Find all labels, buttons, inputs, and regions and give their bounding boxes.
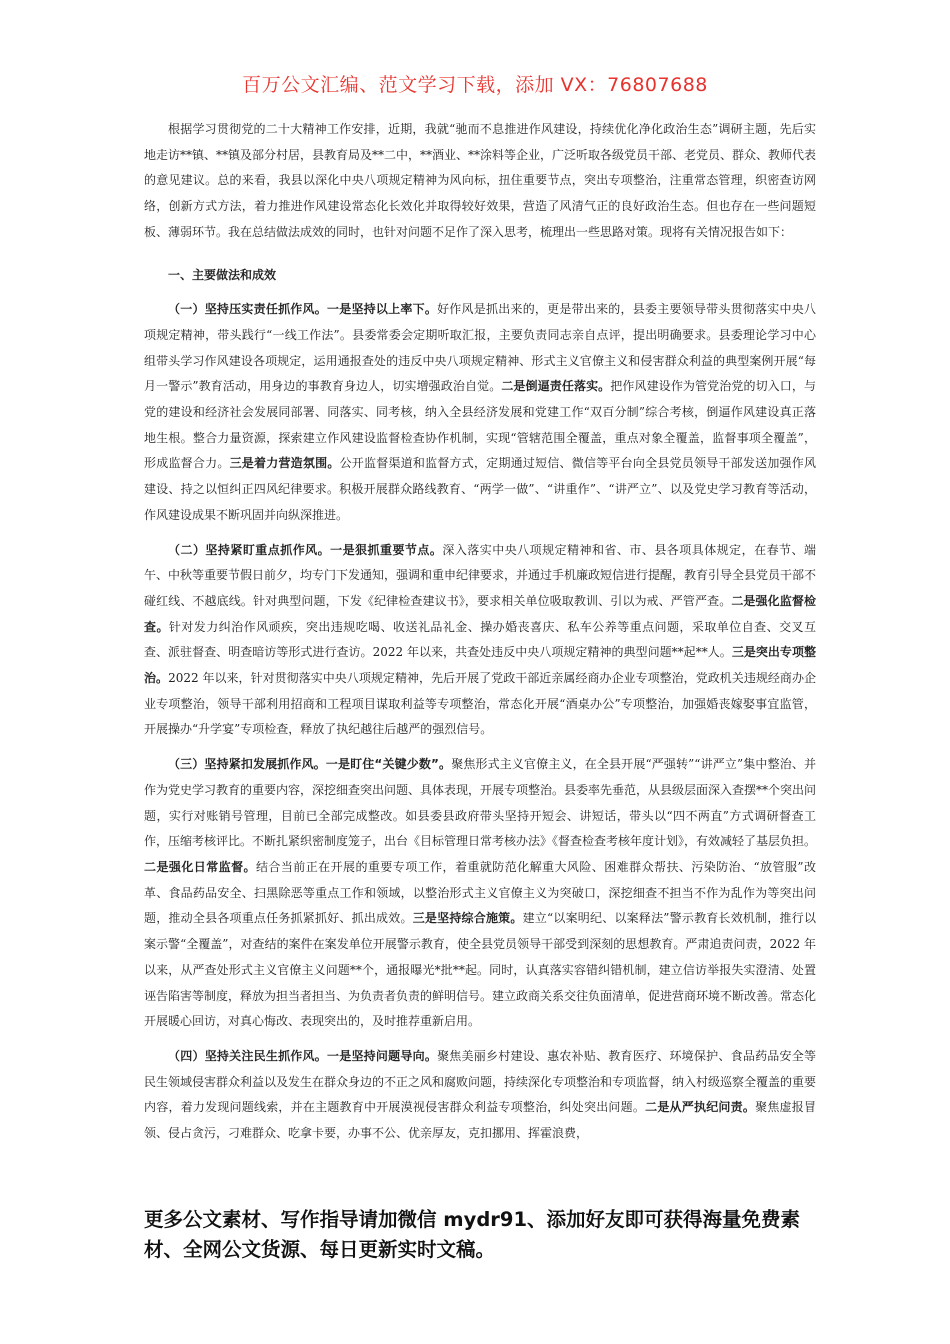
paragraph-3-text-2: 结合当前正在开展的重要专项工作，着重就防范化解重大风险、困难群众帮扶、污染防治、“放管服”改革、食品药品安全、扫黑除恶等重点工作和领域，以整治形式主义官僚主义为突破口，深挖细查不担当不作为乱作为等突出问题，推动全县各项重点任务抓紧抓好、抓出成效。 [144,859,816,926]
paragraph-3-bold-3: 三是坚持综合施策。 [412,911,523,926]
footer-banner: 更多公文素材、写作指导请加微信 mydr91、添加好友即可获得海量免费素材、全网公文货源、每日更新实时文稿。 [144,1208,801,1261]
paragraph-3-lead: （三）坚持紧扣发展抓作风。一是盯住“关键少数”。 [168,757,452,772]
paragraph-4-lead: （四）坚持关注民生抓作风。一是坚持问题导向。 [168,1048,438,1063]
paragraph-4-text-2: 聚焦虚报冒领、侵占贪污，刁难群众、吃拿卡要，办事不公、优亲厚友，克扣挪用、挥霍浪费， [144,1100,816,1141]
header-banner: 百万公文汇编、范文学习下载，添加 VX：76807688 [242,74,708,96]
paragraph-1-text-3: 公开监督渠道和监督方式，定期通过短信、微信等平台向全县党员领导干部发送加强作风建设、持之以恒纠正四风纪律要求。积极开展群众路线教育、“两学一做”、“讲重作”、“讲严立”、以及党史学习教育等活动，作风建设成果不断巩固并向纵深推进。 [144,456,816,522]
paragraph-2-bold-2: 二是强化监督检查。 [144,593,816,634]
paragraph-1-bold-3: 三是着力营造氛围。 [229,456,340,471]
document-body [144,117,816,1147]
paragraph-3-text-1: 聚焦形式主义官僚主义，在全县开展“严强转”“讲严立”集中整治、并作为党史学习教育的重要内容，深挖细查突出问题、具体表现，开展专项整治。县委率先垂范，从县级层面深入查摆**个突出问题，实行对账销号管理，目前已全部完成整改。如县委县政府带头坚持开短会、讲短话，带头以“四不两直”方式调研督查工作，压缩考核评比。不断扎紧织密制度笼子，出台《目标管理日常考核办法》《督查检查考核年度计划》，有效减轻了基层负担。 [144,757,817,849]
intro-paragraph: 根据学习贯彻党的二十大精神工作安排，近期，我就“驰而不息推进作风建设，持续优化净化政治生态”调研主题，先后实地走访**镇、**镇及部分村居，县教育局及**二中，**酒业、**涂料等企业，广泛听取各级党员干部、老党员、群众、教师代表的意见建议。总的来看，我县以深化中央八项规定精神为风向标，扭住重要节点，突出专项整治，注重常态管理，织密查访网络，创新方式方法，着力推进作风建设常态化长效化并取得较好效果，营造了风清气正的良好政治生态。但也存在一些问题短板、薄弱环节。我在总结做法成效的同时，也针对问题不足作了深入思考，梳理出一些思路对策。现将有关情况报告如下： [144,122,817,239]
paragraph-1-text-1: 好作风是抓出来的，更是带出来的，县委主要领导带头贯彻落实中央八项规定精神，带头践行“一线工作法”。县委常委会定期听取汇报，主要负责同志亲自点评，提出明确要求。县委理论学习中心组带头学习作风建设各项规定，运用通报查处的违反中央八项规定精神、形式主义官僚主义和侵害群众利益的典型案例开展“每月一警示”教育活动，用身边的事教育身边人，切实增强政治自觉。 [144,302,816,394]
paragraph-2-bold-3: 三是突出专项整治。 [144,645,816,686]
paragraph-2-text-2: 针对发力纠治作风顽疾，突出违规吃喝、收送礼品礼金、操办婚丧喜庆、私车公养等重点问题，采取单位自查、交叉互查、派驻督查、明查暗访等形式进行查访。2022 年以来，共查处违反中央八项规定精神的典型问题**起**人。 [144,619,816,660]
section-heading: 一、主要做法和成效 [168,267,277,282]
paragraph-3-bold-2: 二是强化日常监督。 [144,859,256,874]
paragraph-1 [144,297,816,528]
paragraph-1-text-2: 把作风建设作为管党治党的切入口，与党的建设和经济社会发展同部署、同落实、同考核，纳入全县经济发展和党建工作“双百分制”综合考核，倒逼作风建设真正落地生根。整合力量资源，探索建立作风建设监督检查协作机制，实现“管辖范围全覆盖，重点对象全覆盖，监督事项全覆盖”，形成监督合力。 [144,379,816,471]
paragraph-1-lead: （一）坚持压实责任抓作风。一是坚持以上率下。 [168,302,438,317]
paragraph-3-text-3: 建立“以案明纪、以案释法”警示教育长效机制，推行以案示警“全覆盖”，对查结的案件在案发单位开展警示教育，使全县党员领导干部受到深刻的思想教育。严肃追责问责，2022 年以来，从严查处形式主义官僚主义问题**个，通报曝光*批**起。同时，认真落实容错纠错机制，建立信访举报失实澄清、处置诬告陷害等制度，释放为担当者担当、为负责者负责的鲜明信号。建立政商关系交往负面清单，促进营商环境不断改善。常态化开展暖心回访，对真心悔改、表现突出的，及时推荐重新启用。 [144,911,817,1029]
paragraph-4-bold-2: 二是从严执纪问责。 [645,1100,756,1115]
paragraph-2-text-1: 深入落实中央八项规定精神和省、市、县各项具体规定，在春节、端午、中秋等重要节假日前夕，均专门下发通知，强调和重申纪律要求，并通过手机廉政短信进行提醒，教育引导全县党员干部不碰红线、不越底线。针对典型问题，下发《纪律检查建议书》，要求相关单位吸取教训、引以为戒、严管严查。 [144,542,817,608]
paragraph-4 [144,1044,816,1147]
paragraph-4-text-1: 聚焦美丽乡村建设、惠农补贴、教育医疗、环境保护、食品药品安全等民生领域侵害群众利益以及发生在群众身边的不正之风和腐败问题，持续深化专项整治和专项监督，纳入村级巡察全覆盖的重要内容，着力发现问题线索，并在主题教育中开展漠视侵害群众利益专项整治，纠处突出问题。 [144,1048,817,1115]
paragraph-2-text-3: 2022 年以来，针对贯彻落实中央八项规定精神，先后开展了党政干部近亲属经商办企业专项整治，党政机关违规经商办企业专项整治，领导干部利用招商和工程项目谋取利益等专项整治，常态化开展“酒桌办公”专项整治，加强婚丧嫁娶事宜监管，开展操办“升学宴”专项检查，释放了执纪越往后越严的强烈信号。 [144,671,816,737]
paragraph-3 [144,752,816,1035]
paragraph-2 [144,538,816,744]
paragraph-2-lead: （二）坚持紧盯重点抓作风。一是狠抓重要节点。 [168,542,443,557]
paragraph-1-bold-2: 二是倒逼责任落实。 [501,379,611,394]
